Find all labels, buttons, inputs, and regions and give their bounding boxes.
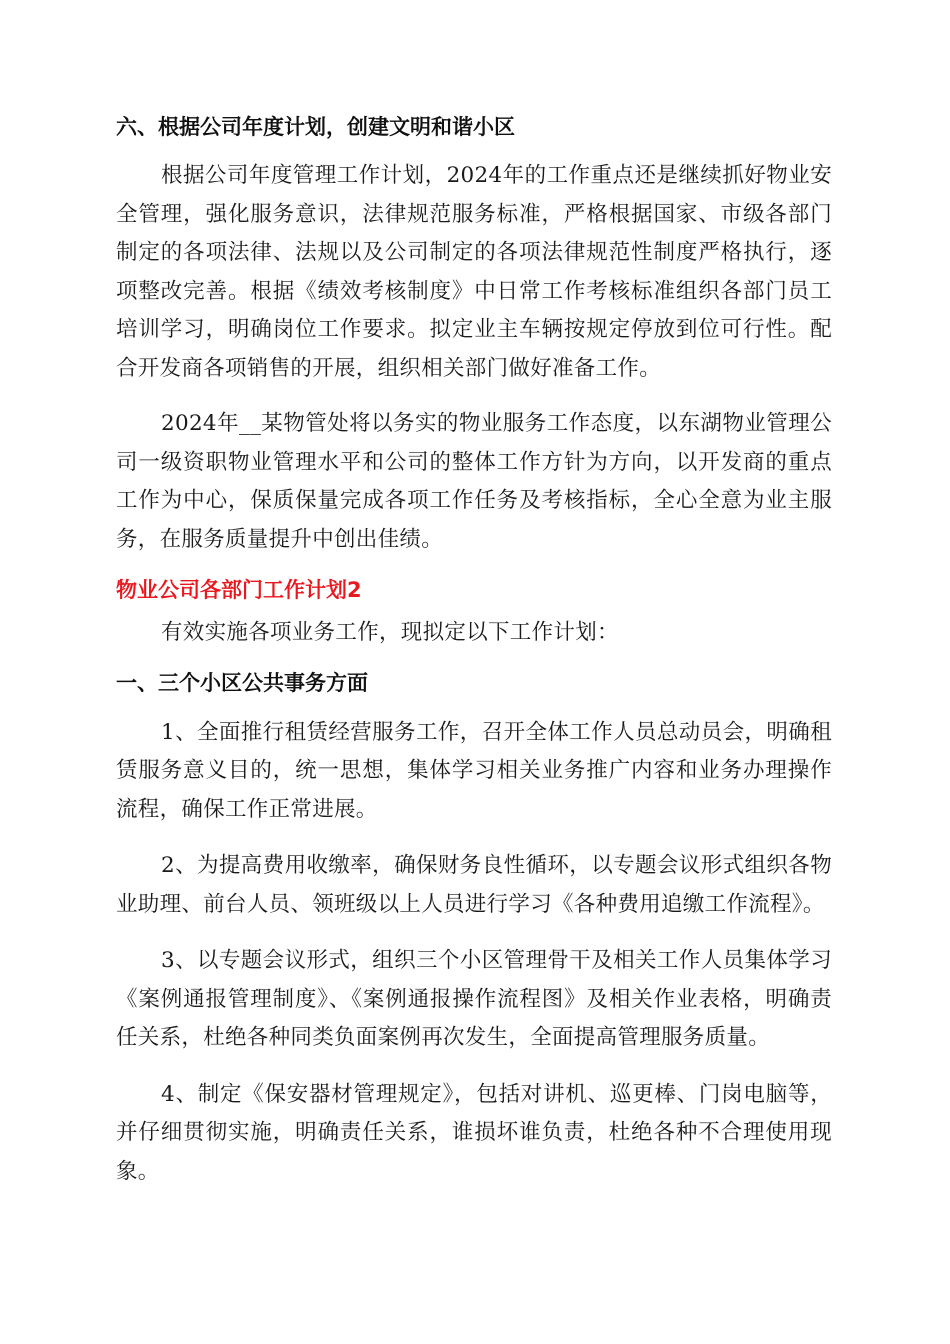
paragraph-intro: 有效实施各项业务工作，现拟定以下工作计划： <box>161 620 619 645</box>
paragraph-2024-goal: 2024年__某物管处将以务实的物业服务工作态度，以东湖物业管理公司一级资职物业管理水平和公司的整体工作方针为方向，以开发商的重点工作为中心，保质保量完成各项工作任务及考核指标，全心全意为业主服务，在服务质量提升中创出佳绩。 <box>116 411 832 552</box>
paragraph-item-1: 1、全面推行租赁经营服务工作，召开全体工作人员总动员会，明确租赁服务意义目的，统一思想，集体学习相关业务推广内容和业务办理操作流程，确保工作正常进展。 <box>116 719 832 822</box>
document-body <box>116 108 832 1191</box>
section-heading-one: 一、三个小区公共事务方面 <box>116 670 368 695</box>
title-work-plan-2: 物业公司各部门工作计划2 <box>116 578 362 602</box>
paragraph-item-4: 4、制定《保安器材管理规定》，包括对讲机、巡更棒、门岗电脑等，并仔细贯彻实施，明确责任关系，谁损坏谁负责，杜绝各种不合理使用现象。 <box>116 1081 832 1184</box>
section-heading-six: 六、根据公司年度计划，创建文明和谐小区 <box>116 115 515 139</box>
paragraph-item-2: 2、为提高费用收缴率，确保财务良性循环，以专题会议形式组织各物业助理、前台人员、领班级以上人员进行学习《各种费用追缴工作流程》。 <box>116 853 832 917</box>
paragraph-annual-plan: 根据公司年度管理工作计划，2024年的工作重点还是继续抓好物业安全管理，强化服务意识，法律规范服务标准，严格根据国家、市级各部门制定的各项法律、法规以及公司制定的各项法律规范性制度严格执行，逐项整改完善。根据《绩效考核制度》中日常工作考核标准组织各部门员工培训学习，明确岗位工作要求。拟定业主车辆按规定停放到位可行性。配合开发商各项销售的开展，组织相关部门做好准备工作。 <box>116 163 832 381</box>
paragraph-item-3: 3、以专题会议形式，组织三个小区管理骨干及相关工作人员集体学习《案例通报管理制度》、《案例通报操作流程图》及相关作业表格，明确责任关系，杜绝各种同类负面案例再次发生，全面提高管理服务质量。 <box>116 948 832 1050</box>
